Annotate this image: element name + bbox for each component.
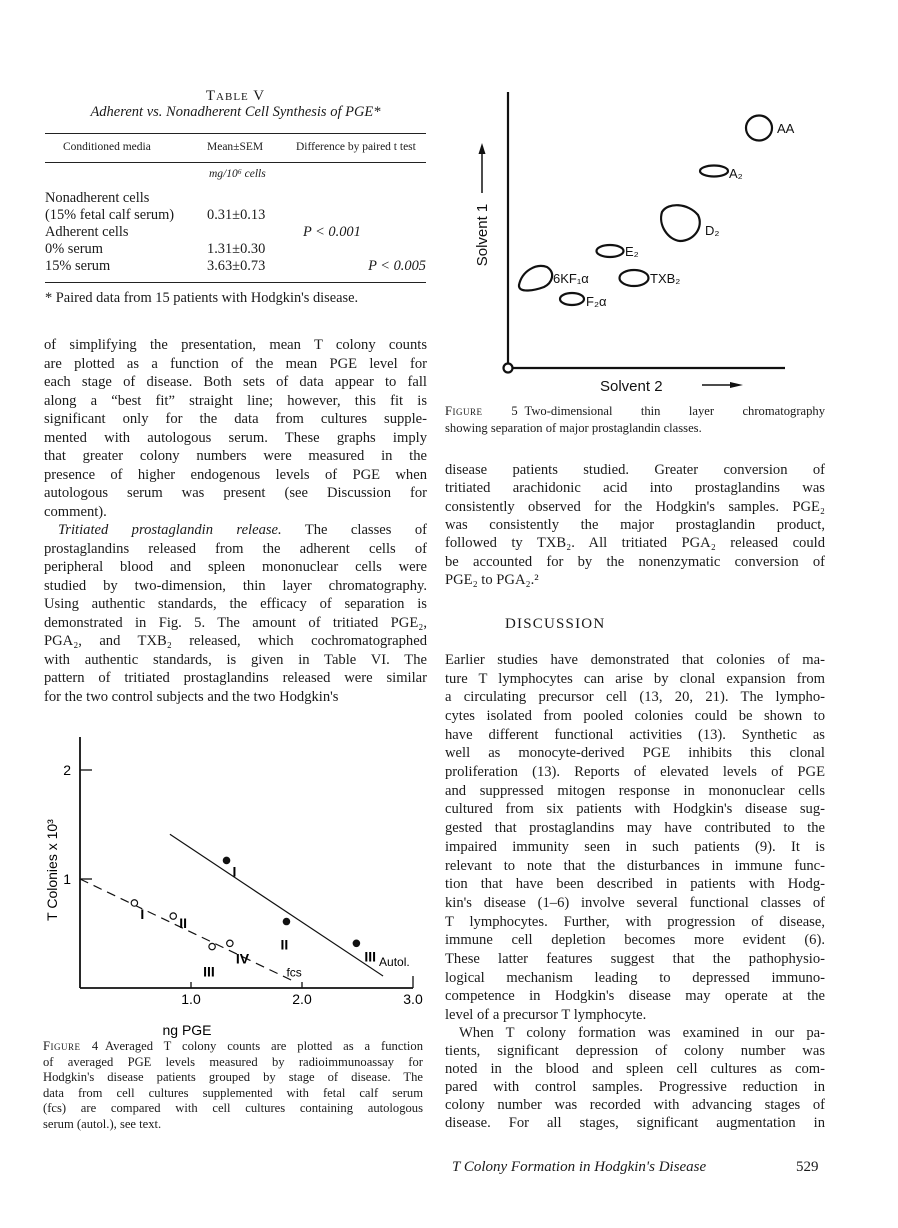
text-line: Earlier studies have demonstrated that colonies of ma- [445,652,825,668]
figure-4-chart [0,730,440,1040]
text-line: tion that have been described in patients with Hodg- [445,876,825,893]
spot-aa [746,116,772,141]
point-label: I [232,863,237,880]
text-line: noted in the blood and spleen cell cultures as com- [445,1061,825,1077]
text-line: have different functional activities (13). Synthetic as [445,726,825,743]
text-line: consistently observed for the Hodgkin's samples. PGE₂ [445,498,825,515]
arrowhead-up-icon [479,143,486,154]
text-span: The classes of [304,522,427,538]
y-tick-label: 1 [63,871,71,887]
x-axis-label: Solvent 2 [600,378,663,395]
text-line: each stage of disease. Both sets of data appear to fall [44,374,427,390]
text-line: demonstrated in Fig. 5. The amount of tritiated PGE₂, [44,614,427,631]
text-line: kin's disease (1–6) involve several functional classes of [445,894,825,911]
caption-line: (fcs) are compared with cell cultures containing autologous [43,1101,423,1115]
text-line: of simplifying the presentation, mean T colony counts [44,337,427,353]
text-line: Using authentic standards, the efficacy of separation is [44,596,427,612]
table-header-media: Conditioned media [63,141,151,153]
spot-label-e2: E₂ [625,244,639,259]
caption-line: showing separation of major prostaglandin classes. [445,421,702,435]
text-line: T lymphocytes. Further, with progression of disease, [445,913,825,930]
text-line: significant only for the data from cultures supple- [44,411,427,427]
text-line: PGA₂, and TXB₂ released, which cochromatographed [44,633,427,649]
table-header-diff: Difference by paired t test [296,141,416,153]
caption-line [43,1039,423,1055]
data-point [223,857,229,863]
text-line: ture T lymphocytes can arise by clonal expansion from [445,670,825,687]
spot-label-a2: A₂ [729,166,743,181]
table-header-rule [45,162,426,163]
text-line: immune cell depletion becomes more evident (6). [445,932,825,949]
point-label: III [203,963,215,980]
text-line: cultured from six patients with Hodgkin's disease sug- [445,801,825,818]
text-line: disease patients studied. Greater conversion of [445,462,825,478]
caption-line: of averaged PGE levels measured by radioimmunoassay for [43,1054,423,1069]
spot-d2 [661,205,700,241]
x-axis-label: ng PGE [162,1022,212,1038]
text-line: impaired immunity seen in such patients (9). It is [445,838,825,855]
table-footnote: * Paired data from 15 patients with Hodgkin's disease. [45,290,359,306]
text-line: followed ty TXB₂. All tritiated PGA₂ released could [445,535,825,552]
spot-label-6kf1a: 6KF₁α [553,271,589,286]
x-tick-label: 1.0 [181,991,201,1007]
text-line: colony number was recorded with advancing stages of [445,1097,825,1113]
spot-txb2 [620,270,649,286]
figure-5-chromatogram [440,85,860,400]
text-line [44,521,427,539]
data-point [131,900,137,906]
text-line: pattern of tritiated prostaglandins released were similar [44,670,427,686]
caption-line: serum (autol.), see text. [43,1116,162,1131]
text-line: These latter features suggest that the pathophysio- [445,950,825,967]
text-line: proliferation (13). Reports of elevated levels of PGE [445,764,825,781]
table-subtitle: Adherent vs. Nonadherent Cell Synthesis of PGE* [90,104,381,120]
text-line: relevant to note that the disturbances in immune func- [445,857,825,874]
spot-a2 [700,166,728,177]
origin-point [504,364,513,373]
fit-line-0 [80,879,296,983]
text-line: peripheral blood and spleen mononuclear cells were [44,559,427,575]
point-label: II [280,936,289,953]
table-row-diff: P < 0.001 [303,224,361,240]
caption-line: data from cell cultures supplemented with fetal calf serum [43,1085,423,1100]
text-line: tients, significant depression of colony number was [445,1043,825,1059]
text-line: studied by two-dimension, thin layer chromatography. [44,577,427,594]
text-line: tritiated arachidonic acid into prostaglandins was [445,480,825,497]
point-label: II [179,915,188,932]
text-line: well as monocyte-derived PGE inhibits this clonal [445,745,825,762]
text-line: a circulating precursor cell (13, 20, 21). The lympho- [445,689,825,706]
text-line: that greater colony numbers were measured in the [44,448,427,464]
running-title: T Colony Formation in Hodgkin's Disease [452,1159,707,1175]
text-line: and suppressed mitogen response in mononuclear cells [445,782,825,799]
section-heading: Tritiated prostaglandin release. [58,522,282,538]
y-axis-label: T Colonies x 10³ [44,819,60,921]
x-tick-label: 2.0 [292,991,312,1007]
text-line: gested that prostaglandins may have contributed to the [445,820,825,837]
text-line: presence of higher endogenous levels of PGE when [44,466,427,483]
spot-e2 [597,245,624,257]
text-line: along a “best fit” straight line; however, this fit is [44,392,427,409]
text-line: competence in Hodgkin's disease may operate at the [445,988,825,1005]
text-line: mented with autologous serum. These graphs imply [44,429,427,446]
spot-label-d2: D₂ [705,223,720,238]
caption-line [445,404,825,420]
table-row-label: 0% serum [45,241,103,257]
caption-label: Figure 5 [445,404,519,418]
text-line: cytes isolated from pooled colonies could be shown to [445,708,825,724]
text-line: logical mechanism leading to depressed immuno- [445,969,825,986]
point-label: III [364,948,377,965]
caption-text: Two-dimensional thin layer chromatography [524,404,825,418]
text-line: PGE₂ to PGA₂.² [445,571,539,588]
text-line: level of a precursor T lymphocyte. [445,1006,647,1023]
table-title: Table V [205,88,266,104]
table-row-label: Adherent cells [45,224,129,240]
table-row-mean: 0.31±0.13 [207,207,266,223]
y-tick-label: 2 [63,762,71,778]
text-line: was consistently the major prostaglandin product, [445,516,825,533]
table-bottom-rule [45,282,426,283]
caption-text: Averaged T colony counts are plotted as a function [105,1039,423,1053]
text-line: pared with control samples. Progressive reduction in [445,1079,825,1095]
table-row-diff: P < 0.005 [368,258,426,274]
fit-line-1 [170,834,383,976]
point-label: I [140,905,145,922]
text-line: are plotted as a function of the mean PGE level for [44,355,427,372]
text-line: with authentic standards, is given in Table VI. The [44,651,427,668]
data-point [227,940,233,946]
text-line: prostaglandins released from the adherent cells of [44,540,427,557]
table-row-label: Nonadherent cells [45,190,150,206]
spot-6kf1a [519,266,552,291]
table-row-label: (15% fetal calf serum) [45,207,175,223]
arrowhead-right-icon [730,382,743,388]
series-label: Autol. [379,955,410,970]
data-point [283,918,289,924]
data-point [209,943,215,949]
series-label: fcs [286,965,302,980]
discussion-heading: DISCUSSION [505,616,606,632]
text-line: disease. For all stages, significant augmentation in [445,1115,825,1131]
table-row-mean: 3.63±0.73 [207,258,266,274]
spot-label-aa: AA [777,121,795,136]
spot-label-f2a: F₂α [586,294,607,309]
table-header-mean: Mean±SEM [207,141,264,153]
text-line: comment). [44,503,107,520]
table-row-label: 15% serum [45,258,111,274]
data-point [170,913,176,919]
text-line: autologous serum was present (see Discussion for [44,485,427,501]
text-line: be accounted for by the nonenzymatic conversion of [445,553,825,570]
caption-line: Hodgkin's disease patients grouped by stage of disease. The [43,1070,423,1084]
point-label: IV [235,950,250,967]
table-row-mean: 1.31±0.30 [207,241,266,257]
table-units: mg/10⁶ cells [209,168,266,180]
data-point [353,940,359,946]
text-line: for the two control subjects and the two Hodgkin's [44,688,339,705]
page-number: 529 [796,1159,819,1175]
caption-label: Figure 4 [43,1039,99,1053]
y-axis-label: Solvent 1 [474,203,491,267]
spot-label-txb2: TXB₂ [650,271,681,286]
spot-f2a [560,293,584,305]
x-tick-label: 3.0 [403,991,423,1007]
table-top-rule [45,133,426,134]
text-line: When T colony formation was examined in our pa- [459,1025,825,1041]
